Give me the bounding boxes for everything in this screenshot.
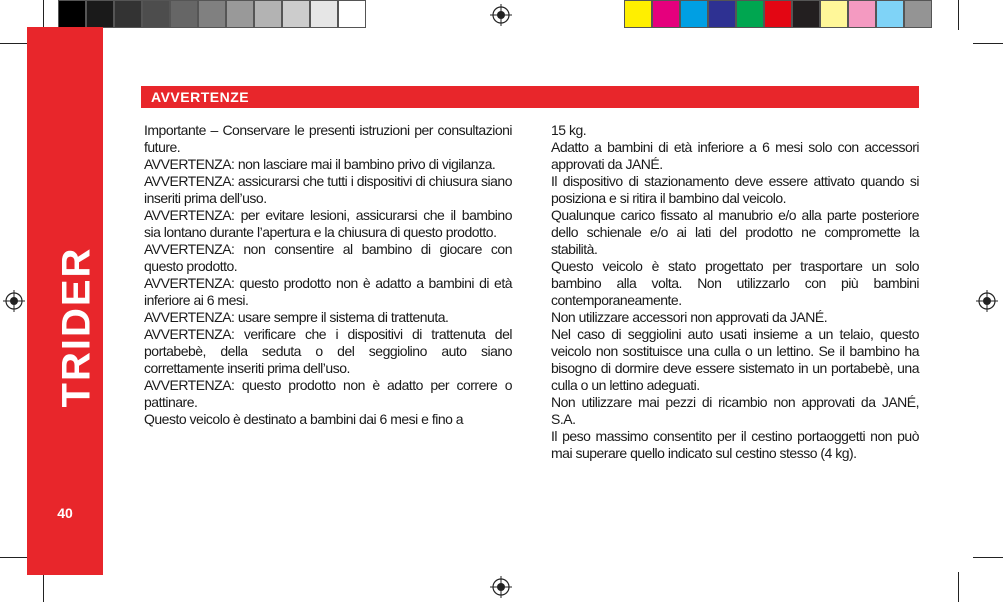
registration-mark-icon [3, 290, 25, 312]
color-swatch [58, 0, 86, 28]
warning-paragraph: Il dispositivo di stazionamento deve essere attivato quando si posiziona e si ritira il bambino dal veicolo. [551, 173, 919, 206]
color-swatch [338, 0, 366, 28]
warning-paragraph: AVVERTENZA: questo prodotto non è adatto a bambini di età inferiore ai 6 mesi. [144, 275, 512, 308]
color-swatch [680, 0, 708, 28]
color-swatch [708, 0, 736, 28]
warning-paragraph: Il peso massimo consentito per il cestino portaoggetti non può mai superare quello indicato sul cestino stesso (4 kg). [551, 428, 919, 461]
warning-paragraph: AVVERTENZA: non lasciare mai il bambino privo di vigilanza. [144, 156, 496, 172]
crop-mark [973, 43, 1003, 44]
warning-paragraph: Qualunque carico fissato al manubrio e/o alla parte posteriore dello schienale e/o ai lati del prodotto ne compromette la stabilità. [551, 207, 919, 257]
warning-paragraph: Questo veicolo è stato progettato per trasportare un solo bambino alla volta. Non utilizzarlo con più bambini contemporaneamente. [551, 258, 919, 308]
gray-swatch-bar [58, 0, 366, 30]
registration-mark-icon [490, 576, 512, 598]
sidebar [27, 27, 103, 575]
color-swatch [848, 0, 876, 28]
color-swatch [792, 0, 820, 28]
page-number: 40 [57, 505, 73, 521]
warning-paragraph: Non utilizzare accessori non approvati da JANÉ. [551, 309, 828, 325]
crop-mark [43, 572, 44, 602]
color-swatch-bar [624, 0, 932, 30]
color-swatch [736, 0, 764, 28]
color-swatch [86, 0, 114, 28]
warning-paragraph: AVVERTENZA: assicurarsi che tutti i dispositivi di chiusura siano inseriti prima dell’uso. [144, 173, 512, 206]
color-swatch [820, 0, 848, 28]
warning-paragraph: Importante – Conservare le presenti istruzioni per consultazioni future. [144, 122, 512, 155]
color-swatch [904, 0, 932, 28]
crop-mark [958, 572, 959, 602]
warning-paragraph: Non utilizzare mai pezzi di ricambio non approvati da JANÉ, S.A. [551, 394, 919, 427]
right-text-column [551, 122, 919, 462]
color-swatch [764, 0, 792, 28]
section-header: AVVERTENZE [141, 86, 919, 108]
warning-paragraph: 15 kg. [551, 122, 587, 138]
warning-paragraph: AVVERTENZA: verificare che i dispositivi di trattenuta del portabebè, della seduta o del seggiolino auto siano correttamente inseriti prima dell’uso. [144, 326, 512, 376]
color-swatch [226, 0, 254, 28]
color-swatch [876, 0, 904, 28]
warning-paragraph: Adatto a bambini di età inferiore a 6 mesi solo con accessori approvati da JANÉ. [551, 139, 919, 172]
color-swatch [310, 0, 338, 28]
crop-mark [43, 0, 44, 30]
color-swatch [652, 0, 680, 28]
color-swatch [254, 0, 282, 28]
product-title: TRIDER [54, 246, 99, 408]
color-swatch [198, 0, 226, 28]
color-swatch [624, 0, 652, 28]
warning-paragraph: AVVERTENZA: non consentire al bambino di giocare con questo prodotto. [144, 241, 512, 274]
registration-mark-icon [976, 290, 998, 312]
warning-paragraph: AVVERTENZA: per evitare lesioni, assicurarsi che il bambino sia lontano durante l’apertura e la chiusura di questo prodotto. [144, 207, 512, 240]
registration-mark-icon [490, 4, 512, 26]
warning-paragraph: AVVERTENZA: questo prodotto non è adatto per correre o pattinare. [144, 377, 512, 410]
warning-paragraph: Questo veicolo è destinato a bambini dai 6 mesi e fino a [144, 411, 464, 427]
crop-mark [0, 557, 30, 558]
color-swatch [114, 0, 142, 28]
crop-mark [0, 43, 30, 44]
left-text-column [144, 122, 512, 428]
color-swatch [282, 0, 310, 28]
warning-paragraph: Nel caso di seggiolini auto usati insieme a un telaio, questo veicolo non sostituisce una culla o un lettino. Se il bambino ha bisogno di dormire deve essere sistemato in un portabebè, una culla o un lettino adeguati. [551, 326, 919, 393]
color-swatch [142, 0, 170, 28]
crop-mark [958, 0, 959, 30]
crop-mark [973, 557, 1003, 558]
warning-paragraph: AVVERTENZA: usare sempre il sistema di trattenuta. [144, 309, 449, 325]
color-swatch [170, 0, 198, 28]
